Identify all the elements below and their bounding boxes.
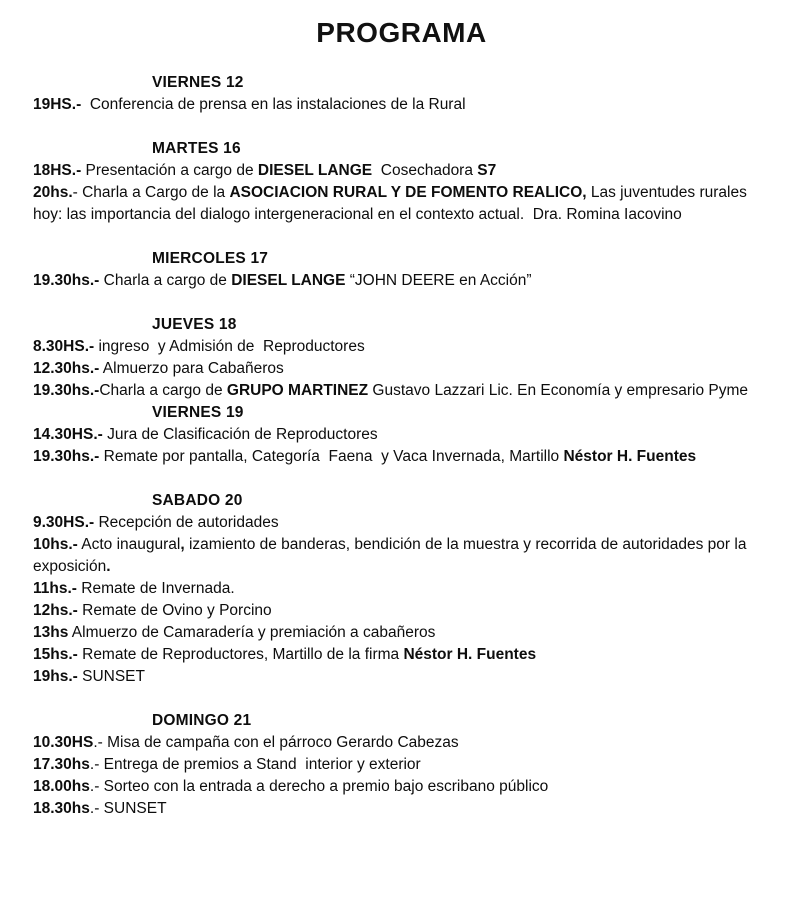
day-section-domingo-21 bbox=[33, 710, 770, 820]
program-entry bbox=[33, 94, 770, 116]
entry-time: 8.30HS.- bbox=[33, 338, 95, 355]
entry-time: 19HS.- bbox=[33, 96, 82, 113]
entry-text: ingreso y Admisión de Reproductores bbox=[94, 338, 365, 355]
entry-time: 13hs bbox=[33, 624, 69, 641]
entry-text: .- Sorteo con la entrada a derecho a premio bajo escribano público bbox=[89, 778, 549, 795]
entry-emphasis: DIESEL LANGE bbox=[231, 272, 346, 289]
day-heading: MARTES 16 bbox=[152, 140, 241, 157]
day-heading: VIERNES 12 bbox=[152, 74, 244, 91]
day-section-viernes-19 bbox=[33, 402, 770, 468]
entry-emphasis: S7 bbox=[477, 162, 497, 179]
entry-emphasis: GRUPO MARTINEZ bbox=[226, 382, 369, 399]
section-spacer bbox=[33, 292, 770, 314]
entry-text: Jura de Clasificación de Reproductores bbox=[102, 426, 378, 443]
entry-text: .- Misa de campaña con el párroco Gerardo Cabezas bbox=[93, 734, 459, 751]
entry-time: 18.30hs bbox=[33, 800, 90, 817]
day-heading: DOMINGO 21 bbox=[152, 712, 252, 729]
entry-text: Remate de Invernada. bbox=[76, 580, 235, 597]
entry-time: 19.30hs.- bbox=[33, 448, 100, 465]
program-entry bbox=[33, 380, 770, 402]
program-entry bbox=[33, 600, 770, 622]
program-entry bbox=[33, 534, 770, 578]
entry-emphasis: DIESEL LANGE bbox=[257, 162, 373, 179]
entry-emphasis: Néstor H. Fuentes bbox=[403, 646, 537, 663]
day-heading: SABADO 20 bbox=[152, 492, 243, 509]
program-entry bbox=[33, 270, 770, 292]
entry-time: 15hs.- bbox=[33, 646, 78, 663]
entry-emphasis: , bbox=[180, 536, 185, 553]
program-entry bbox=[33, 622, 770, 644]
entry-time: 11hs.- bbox=[33, 580, 77, 597]
program-entry bbox=[33, 358, 770, 380]
entry-time: 9.30HS.- bbox=[33, 514, 95, 531]
day-section-viernes-12 bbox=[33, 72, 770, 116]
program-entry bbox=[33, 424, 770, 446]
day-heading: JUEVES 18 bbox=[152, 316, 237, 333]
entry-time: 10.30HS bbox=[33, 734, 94, 751]
page-title: PROGRAMA bbox=[316, 17, 487, 48]
day-section-miercoles-17 bbox=[33, 248, 770, 292]
entry-text: Remate por pantalla, Categoría Faena y Vaca Invernada, Martillo bbox=[99, 448, 564, 465]
program-body bbox=[0, 50, 803, 820]
entry-text: .- SUNSET bbox=[89, 800, 167, 817]
program-entry bbox=[33, 446, 770, 468]
entry-time: 12.30hs.- bbox=[33, 360, 100, 377]
entry-time: 19.30hs.- bbox=[33, 272, 100, 289]
section-spacer bbox=[33, 116, 770, 138]
entry-text: .- Entrega de premios a Stand interior y exterior bbox=[89, 756, 421, 773]
program-entry bbox=[33, 798, 770, 820]
entry-time: 17.30hs bbox=[33, 756, 90, 773]
section-spacer bbox=[33, 688, 770, 710]
entry-text: Presentación a cargo de bbox=[81, 162, 258, 179]
program-entry bbox=[33, 754, 770, 776]
program-entry bbox=[33, 336, 770, 358]
entry-text: Recepción de autoridades bbox=[94, 514, 279, 531]
program-entry bbox=[33, 666, 770, 688]
entry-time: 18.00hs bbox=[33, 778, 90, 795]
program-entry bbox=[33, 160, 770, 182]
program-entry bbox=[33, 578, 770, 600]
entry-text: Remate de Reproductores, Martillo de la firma bbox=[77, 646, 404, 663]
day-section-jueves-18 bbox=[33, 314, 770, 402]
entry-text: izamiento de banderas, bendición de la muestra y recorrida de autoridades por la exposición bbox=[33, 536, 751, 575]
entry-text: Conferencia de prensa en las instalaciones de la Rural bbox=[81, 96, 466, 113]
day-heading: MIERCOLES 17 bbox=[152, 250, 269, 267]
entry-text: Charla a cargo de bbox=[99, 272, 232, 289]
entry-text: “JOHN DEERE en Acción” bbox=[345, 272, 532, 289]
entry-time: 20hs. bbox=[33, 184, 73, 201]
program-entry bbox=[33, 182, 770, 226]
entry-time: 19hs.- bbox=[33, 668, 78, 685]
entry-time: 10hs.- bbox=[33, 536, 78, 553]
entry-time: 19.30hs.- bbox=[33, 382, 100, 399]
day-section-martes-16 bbox=[33, 138, 770, 226]
entry-text: Almuerzo de Camaradería y premiación a cabañeros bbox=[68, 624, 436, 641]
section-spacer bbox=[33, 226, 770, 248]
entry-text: SUNSET bbox=[77, 668, 145, 685]
entry-time: 12hs.- bbox=[33, 602, 78, 619]
program-sections bbox=[33, 72, 770, 820]
entry-time: 14.30HS.- bbox=[33, 426, 103, 443]
entry-text: Remate de Ovino y Porcino bbox=[77, 602, 272, 619]
entry-text: Las juventudes rurales hoy: las importancia del dialogo intergeneracional en el contexto actual. Dra. Romina Iacovino bbox=[33, 184, 752, 223]
day-section-sabado-20 bbox=[33, 490, 770, 688]
entry-emphasis: . bbox=[106, 558, 111, 575]
entry-time: 18HS.- bbox=[33, 162, 82, 179]
section-spacer bbox=[33, 468, 770, 490]
entry-emphasis: Néstor H. Fuentes bbox=[563, 448, 697, 465]
entry-text: Gustavo Lazzari Lic. En Economía y empresario Pyme bbox=[368, 382, 749, 399]
program-entry bbox=[33, 644, 770, 666]
entry-emphasis: ASOCIACION RURAL Y DE FOMENTO REALICO, bbox=[229, 184, 587, 201]
program-entry bbox=[33, 512, 770, 534]
day-heading: VIERNES 19 bbox=[152, 404, 244, 421]
program-entry bbox=[33, 732, 770, 754]
entry-text: Acto inaugural bbox=[77, 536, 181, 553]
entry-text: Charla a cargo de bbox=[99, 382, 227, 399]
entry-text: Cosechadora bbox=[372, 162, 478, 179]
entry-text: - Charla a Cargo de la bbox=[72, 184, 230, 201]
program-entry bbox=[33, 776, 770, 798]
entry-text: Almuerzo para Cabañeros bbox=[99, 360, 284, 377]
